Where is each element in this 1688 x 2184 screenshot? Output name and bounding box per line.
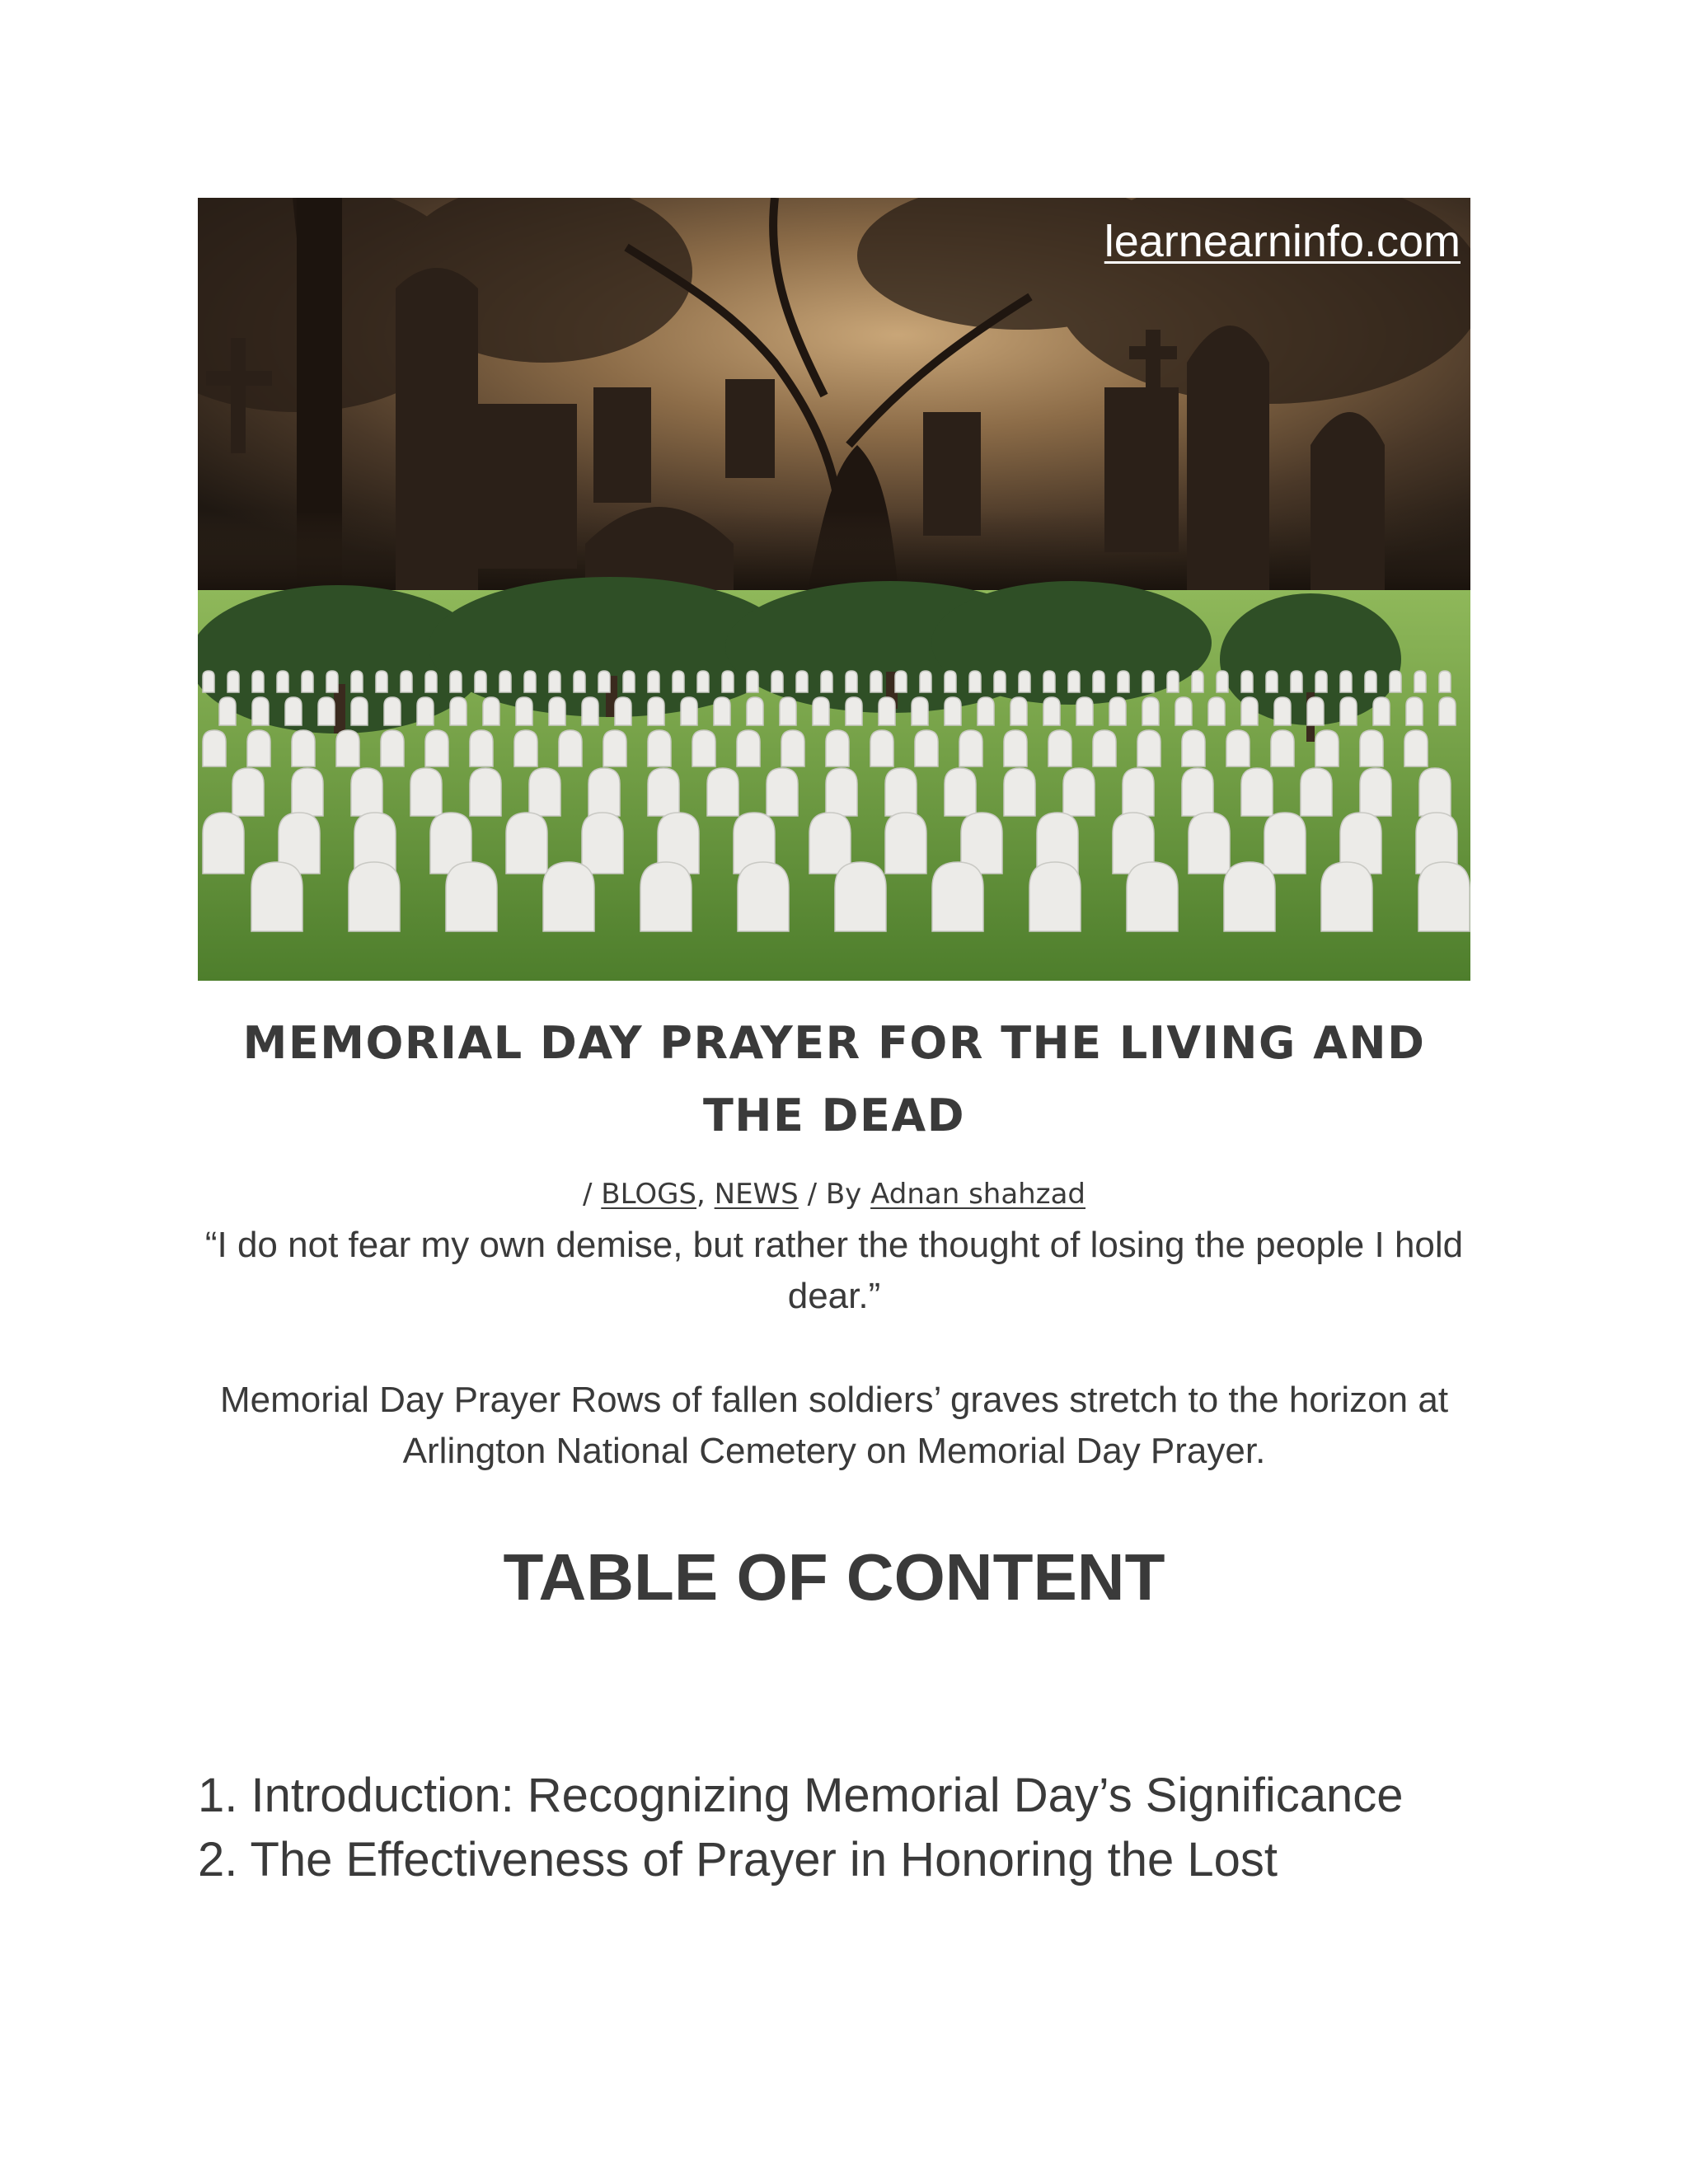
headstone bbox=[529, 768, 560, 816]
headstone bbox=[912, 697, 928, 725]
headstone bbox=[543, 862, 594, 931]
headstone bbox=[516, 697, 532, 725]
headstone bbox=[483, 697, 499, 725]
headstone bbox=[1192, 671, 1203, 692]
headstone bbox=[1340, 697, 1357, 725]
headstone bbox=[1109, 697, 1126, 725]
headstone bbox=[648, 697, 664, 725]
headstone bbox=[826, 768, 857, 816]
headstone bbox=[1076, 697, 1093, 725]
headstone bbox=[1307, 697, 1324, 725]
headstone bbox=[846, 697, 862, 725]
headstone bbox=[1373, 697, 1390, 725]
headstone bbox=[450, 671, 462, 692]
headstone bbox=[1019, 671, 1030, 692]
headstone bbox=[932, 862, 983, 931]
toc-list bbox=[198, 1764, 1517, 1892]
headstone bbox=[450, 697, 467, 725]
headstone bbox=[203, 813, 244, 874]
headstone bbox=[425, 730, 448, 766]
headstone bbox=[574, 671, 585, 692]
headstone bbox=[1360, 730, 1383, 766]
headstone bbox=[692, 730, 715, 766]
headstone bbox=[1365, 671, 1376, 692]
headstone bbox=[648, 768, 679, 816]
headstone bbox=[1266, 671, 1278, 692]
headstone bbox=[1127, 862, 1178, 931]
headstone bbox=[1010, 697, 1027, 725]
headstone bbox=[870, 730, 893, 766]
headstone bbox=[747, 671, 758, 692]
headstone bbox=[582, 813, 623, 874]
headstone bbox=[826, 730, 849, 766]
headstone bbox=[978, 697, 994, 725]
headstone bbox=[738, 862, 789, 931]
headstone bbox=[336, 730, 359, 766]
headstone bbox=[381, 730, 404, 766]
headstone bbox=[514, 730, 537, 766]
headstone bbox=[1419, 768, 1451, 816]
headstone bbox=[1068, 671, 1080, 692]
headstone bbox=[326, 671, 338, 692]
opening-quote: “I do not fear my own demise, but rather the thought of losing the people I hold dear.” bbox=[204, 1225, 1464, 1316]
headstone bbox=[969, 671, 981, 692]
headstone bbox=[203, 730, 226, 766]
meta-category-separator: , bbox=[696, 1178, 715, 1211]
headstone bbox=[673, 671, 684, 692]
headstone bbox=[1315, 730, 1339, 766]
headstone bbox=[1004, 730, 1027, 766]
headstone bbox=[247, 730, 270, 766]
hero-image bbox=[198, 198, 1470, 981]
headstone bbox=[813, 697, 829, 725]
headstone bbox=[410, 768, 442, 816]
headstone bbox=[1175, 697, 1192, 725]
headstone bbox=[945, 671, 956, 692]
toc-item[interactable]: 2. The Effectiveness of Prayer in Honoring the Lost bbox=[198, 1833, 1278, 1886]
headstone bbox=[1048, 730, 1071, 766]
headstone bbox=[417, 697, 434, 725]
headstone bbox=[603, 730, 626, 766]
headstone bbox=[1439, 671, 1451, 692]
headstone bbox=[994, 671, 1006, 692]
headstone bbox=[920, 671, 931, 692]
headstone bbox=[796, 671, 808, 692]
headstone bbox=[1271, 730, 1294, 766]
headstone bbox=[292, 768, 323, 816]
headstone bbox=[879, 697, 895, 725]
headstone bbox=[697, 671, 709, 692]
headstone bbox=[1043, 671, 1055, 692]
headstone bbox=[1390, 671, 1401, 692]
headstone bbox=[1123, 768, 1154, 816]
headstone bbox=[1418, 862, 1470, 931]
headstone bbox=[1189, 813, 1230, 874]
watermark-text: learnearninfo.com bbox=[1104, 217, 1461, 266]
headstone bbox=[707, 768, 738, 816]
headstone bbox=[1137, 730, 1160, 766]
headstone bbox=[1241, 697, 1258, 725]
headstone bbox=[384, 697, 401, 725]
headstone bbox=[252, 697, 269, 725]
headstone bbox=[1406, 697, 1423, 725]
image-caption: Memorial Day Prayer Rows of fallen soldiers’ graves stretch to the horizon at Arlington National Cemetery on Memorial Day Prayer. bbox=[219, 1380, 1449, 1471]
headstone bbox=[1063, 768, 1095, 816]
article-title: MEMORIAL DAY PRAYER FOR THE LIVING AND THE DEAD bbox=[242, 1017, 1426, 1141]
headstone bbox=[1321, 862, 1372, 931]
toc-heading: TABLE OF CONTENT bbox=[503, 1540, 1165, 1614]
headstone bbox=[401, 671, 412, 692]
headstone bbox=[446, 862, 497, 931]
headstone bbox=[1142, 697, 1159, 725]
headstone bbox=[1043, 697, 1060, 725]
headstone bbox=[475, 671, 486, 692]
headstone bbox=[915, 730, 938, 766]
headstone bbox=[1241, 671, 1253, 692]
headstone bbox=[1029, 862, 1081, 931]
headstone bbox=[1360, 768, 1391, 816]
headstone bbox=[1093, 730, 1116, 766]
toc-item[interactable]: 1. Introduction: Recognizing Memorial Day’s Significance bbox=[198, 1769, 1404, 1822]
headstone bbox=[737, 730, 760, 766]
headstone bbox=[1224, 862, 1275, 931]
headstone bbox=[1226, 730, 1250, 766]
headstone bbox=[1093, 671, 1104, 692]
headstone bbox=[959, 730, 982, 766]
headstone bbox=[945, 697, 961, 725]
headstone bbox=[648, 730, 671, 766]
headstone bbox=[251, 862, 302, 931]
headstone bbox=[1404, 730, 1428, 766]
headstone bbox=[277, 671, 288, 692]
headstone bbox=[722, 671, 734, 692]
headstone bbox=[781, 730, 804, 766]
headstone bbox=[1118, 671, 1129, 692]
headstone bbox=[549, 697, 565, 725]
headstone bbox=[425, 671, 437, 692]
headstone bbox=[524, 671, 536, 692]
headstone bbox=[598, 671, 610, 692]
headstone bbox=[1301, 768, 1332, 816]
headstone bbox=[747, 697, 763, 725]
headstone bbox=[1291, 671, 1302, 692]
cemetery-illustration bbox=[198, 198, 1470, 981]
headstone bbox=[870, 671, 882, 692]
headstone bbox=[1182, 730, 1205, 766]
headstone bbox=[506, 813, 547, 874]
category-link-blogs[interactable]: BLOGS bbox=[601, 1178, 697, 1211]
headstone bbox=[1142, 671, 1154, 692]
post-meta bbox=[198, 1174, 1470, 1215]
headstone bbox=[767, 768, 798, 816]
headstone bbox=[227, 671, 239, 692]
headstone bbox=[1004, 768, 1035, 816]
headstone bbox=[1264, 813, 1306, 874]
headstone bbox=[615, 697, 631, 725]
headstone bbox=[821, 671, 832, 692]
headstone bbox=[1274, 697, 1291, 725]
headstone bbox=[582, 697, 598, 725]
headstone bbox=[648, 671, 659, 692]
headstone bbox=[559, 730, 582, 766]
headstone bbox=[1182, 768, 1213, 816]
meta-separator-by: / By bbox=[798, 1178, 871, 1211]
headstone bbox=[351, 671, 363, 692]
headstone bbox=[499, 671, 511, 692]
headstone bbox=[714, 697, 730, 725]
headstone bbox=[771, 671, 783, 692]
headstone bbox=[681, 697, 697, 725]
headstone bbox=[349, 862, 400, 931]
headstone bbox=[219, 697, 236, 725]
headstone bbox=[1167, 671, 1179, 692]
headstone bbox=[203, 671, 214, 692]
headstone bbox=[588, 768, 620, 816]
headstone bbox=[470, 768, 501, 816]
meta-separator-start: / bbox=[583, 1178, 602, 1211]
headstone bbox=[1315, 671, 1327, 692]
dark-ground bbox=[198, 511, 1470, 590]
category-link-news[interactable]: NEWS bbox=[714, 1178, 799, 1211]
headstone bbox=[351, 697, 368, 725]
headstone bbox=[470, 730, 493, 766]
headstone bbox=[351, 768, 382, 816]
headstone bbox=[285, 697, 302, 725]
headstone bbox=[318, 697, 335, 725]
headstone bbox=[1217, 671, 1228, 692]
headstone bbox=[376, 671, 387, 692]
headstone bbox=[1414, 671, 1426, 692]
headstone bbox=[1241, 768, 1273, 816]
headstone bbox=[895, 671, 907, 692]
headstone bbox=[780, 697, 796, 725]
headstone bbox=[640, 862, 692, 931]
headstone bbox=[623, 671, 635, 692]
headstone bbox=[232, 768, 264, 816]
headstone bbox=[1439, 697, 1456, 725]
headstone bbox=[302, 671, 313, 692]
headstone bbox=[809, 813, 851, 874]
headstone bbox=[252, 671, 264, 692]
headstone bbox=[945, 768, 976, 816]
headstone bbox=[835, 862, 886, 931]
headstone bbox=[1340, 671, 1352, 692]
headstone bbox=[885, 768, 917, 816]
headstone bbox=[292, 730, 315, 766]
headstone bbox=[885, 813, 926, 874]
headstone bbox=[549, 671, 560, 692]
headstone bbox=[846, 671, 857, 692]
author-link[interactable]: Adnan shahzad bbox=[870, 1178, 1085, 1211]
headstone bbox=[1208, 697, 1225, 725]
